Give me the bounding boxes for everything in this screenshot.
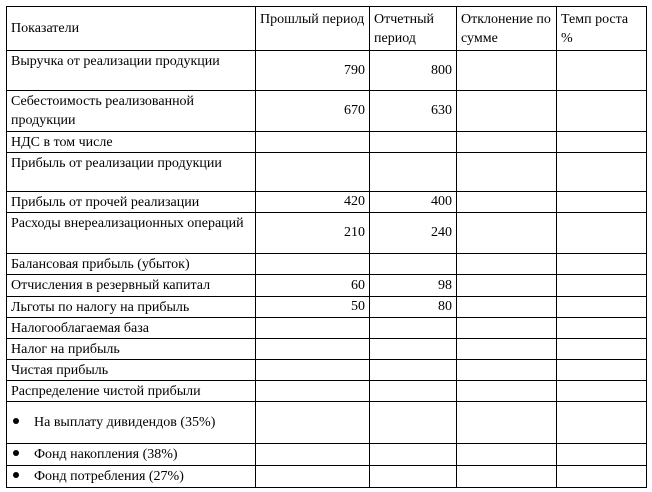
bullet-icon bbox=[13, 418, 19, 424]
cell-deviation bbox=[457, 51, 557, 91]
cell-deviation bbox=[457, 254, 557, 275]
cell-previous bbox=[256, 381, 370, 402]
cell-previous: 420 bbox=[256, 192, 370, 213]
table-row bbox=[7, 254, 647, 275]
bullet-icon bbox=[13, 472, 19, 478]
cell-previous bbox=[256, 339, 370, 360]
bullet-item bbox=[7, 466, 256, 488]
row-label: Налогооблагаемая база bbox=[7, 318, 256, 339]
row-label: Отчисления в резервный капитал bbox=[7, 275, 256, 297]
row-label: Фонд накопления (38%) bbox=[34, 447, 178, 462]
cell-growth bbox=[557, 153, 647, 192]
cell-previous: 50 bbox=[256, 297, 370, 318]
cell-growth bbox=[557, 275, 647, 297]
cell-previous: 210 bbox=[256, 213, 370, 254]
cell-current: 630 bbox=[370, 91, 457, 132]
table-row bbox=[7, 318, 647, 339]
header-indicator: Показатели bbox=[7, 7, 256, 51]
table-row bbox=[7, 466, 647, 488]
cell-current: 240 bbox=[370, 213, 457, 254]
cell-previous bbox=[256, 254, 370, 275]
cell-previous bbox=[256, 132, 370, 153]
cell-previous: 60 bbox=[256, 275, 370, 297]
row-label: Налог на прибыль bbox=[7, 339, 256, 360]
cell-previous: 790 bbox=[256, 51, 370, 91]
cell-deviation bbox=[457, 444, 557, 466]
cell-previous bbox=[256, 153, 370, 192]
profit-table-container bbox=[6, 6, 647, 488]
cell-current: 400 bbox=[370, 192, 457, 213]
table-row bbox=[7, 91, 647, 132]
profit-table bbox=[6, 6, 647, 488]
cell-previous bbox=[256, 444, 370, 466]
cell-deviation bbox=[457, 339, 557, 360]
cell-current bbox=[370, 444, 457, 466]
cell-deviation bbox=[457, 132, 557, 153]
row-label: Балансовая прибыль (убыток) bbox=[7, 254, 256, 275]
table-row bbox=[7, 402, 647, 444]
cell-deviation bbox=[457, 192, 557, 213]
cell-previous bbox=[256, 466, 370, 488]
cell-current bbox=[370, 254, 457, 275]
cell-growth bbox=[557, 444, 647, 466]
cell-current bbox=[370, 381, 457, 402]
row-label: Фонд потребления (27%) bbox=[34, 469, 184, 484]
cell-current bbox=[370, 132, 457, 153]
cell-growth bbox=[557, 132, 647, 153]
cell-growth bbox=[557, 297, 647, 318]
table-row bbox=[7, 153, 647, 192]
cell-deviation bbox=[457, 402, 557, 444]
cell-current bbox=[370, 402, 457, 444]
cell-growth bbox=[557, 381, 647, 402]
row-label: Прибыль от прочей реализации bbox=[7, 192, 256, 213]
cell-current bbox=[370, 318, 457, 339]
cell-current: 98 bbox=[370, 275, 457, 297]
cell-current bbox=[370, 360, 457, 381]
header-current-period: Отчетный период bbox=[370, 7, 457, 51]
row-label: Льготы по налогу на прибыль bbox=[7, 297, 256, 318]
cell-growth bbox=[557, 318, 647, 339]
cell-current: 800 bbox=[370, 51, 457, 91]
row-label: Выручка от реализации продукции bbox=[7, 51, 256, 91]
table-row bbox=[7, 360, 647, 381]
cell-previous: 670 bbox=[256, 91, 370, 132]
table-row bbox=[7, 51, 647, 91]
table-row bbox=[7, 192, 647, 213]
table-row bbox=[7, 132, 647, 153]
table-row bbox=[7, 213, 647, 254]
cell-current bbox=[370, 339, 457, 360]
cell-deviation bbox=[457, 213, 557, 254]
cell-growth bbox=[557, 402, 647, 444]
row-label: Прибыль от реализации продукции bbox=[7, 153, 256, 192]
row-label: Чистая прибыль bbox=[7, 360, 256, 381]
bullet-icon bbox=[13, 450, 19, 456]
row-label: На выплату дивидендов (35%) bbox=[34, 415, 216, 430]
cell-previous bbox=[256, 318, 370, 339]
cell-deviation bbox=[457, 297, 557, 318]
cell-growth bbox=[557, 360, 647, 381]
cell-growth bbox=[557, 466, 647, 488]
cell-deviation bbox=[457, 318, 557, 339]
table-row bbox=[7, 275, 647, 297]
table-header-row bbox=[7, 7, 647, 51]
cell-current: 80 bbox=[370, 297, 457, 318]
header-deviation: Отклонение по сумме bbox=[457, 7, 557, 51]
table-row bbox=[7, 339, 647, 360]
cell-previous bbox=[256, 402, 370, 444]
cell-growth bbox=[557, 91, 647, 132]
cell-growth bbox=[557, 213, 647, 254]
cell-deviation bbox=[457, 153, 557, 192]
cell-growth bbox=[557, 51, 647, 91]
cell-deviation bbox=[457, 275, 557, 297]
table-row bbox=[7, 444, 647, 466]
cell-previous bbox=[256, 360, 370, 381]
cell-growth bbox=[557, 192, 647, 213]
cell-growth bbox=[557, 254, 647, 275]
cell-deviation bbox=[457, 91, 557, 132]
cell-growth bbox=[557, 339, 647, 360]
bullet-item bbox=[7, 444, 256, 466]
row-label: Расходы внереализационных операций bbox=[7, 213, 256, 254]
bullet-item bbox=[7, 402, 256, 444]
row-label: НДС в том числе bbox=[7, 132, 256, 153]
cell-current bbox=[370, 153, 457, 192]
cell-deviation bbox=[457, 360, 557, 381]
row-label: Себестоимость реализованной продукции bbox=[7, 91, 256, 132]
cell-deviation bbox=[457, 466, 557, 488]
header-growth-rate: Темп роста % bbox=[557, 7, 647, 51]
cell-current bbox=[370, 466, 457, 488]
cell-deviation bbox=[457, 381, 557, 402]
table-row bbox=[7, 297, 647, 318]
row-label: Распределение чистой прибыли bbox=[7, 381, 256, 402]
table-row bbox=[7, 381, 647, 402]
header-previous-period: Прошлый период bbox=[256, 7, 370, 51]
